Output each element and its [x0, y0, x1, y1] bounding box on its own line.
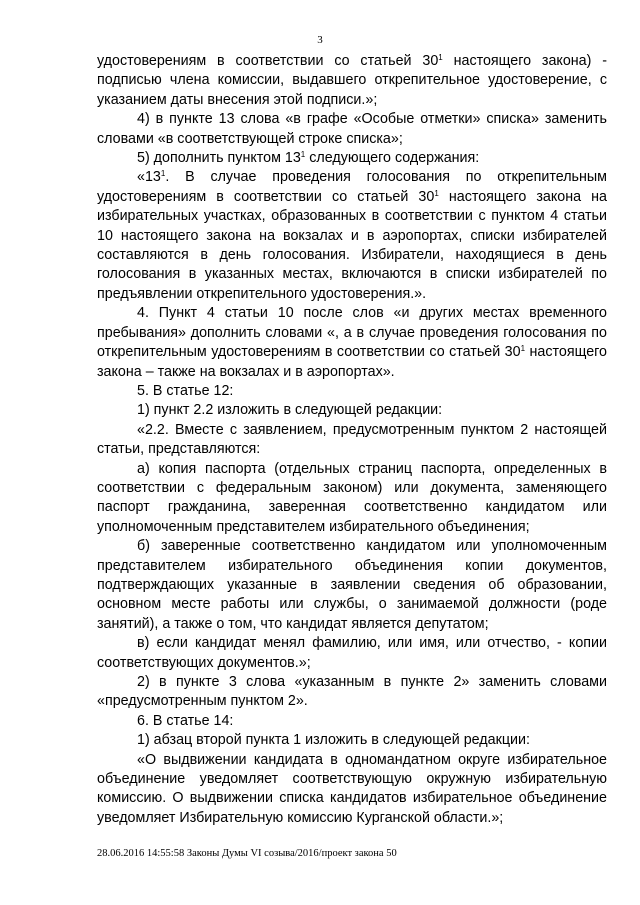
paragraph-p01	[97, 52, 607, 110]
paragraph-text: 1) пункт 2.2 изложить в следующей редакции:	[137, 402, 443, 419]
superscript: 1	[438, 53, 443, 62]
paragraph-text: следующего содержания:	[305, 150, 480, 167]
paragraph-p02	[97, 110, 607, 149]
document-footer: 28.06.2016 14:55:58 Законы Думы VI созыва/2016/проект закона 50	[97, 848, 397, 859]
paragraph-p12	[97, 673, 607, 712]
superscript: 1	[434, 188, 439, 198]
paragraph-text: «2.2. Вместе с заявлением, предусмотренным пунктом 2 настоящей статьи, представляются:	[97, 421, 607, 458]
paragraph-text: 5) дополнить пунктом 13	[137, 150, 301, 167]
superscript: 1	[300, 150, 306, 160]
paragraph-p14	[97, 731, 607, 750]
paragraph-p08	[97, 421, 607, 460]
paragraph-text: 1) абзац второй пункта 1 изложить в следующей редакции:	[137, 732, 530, 749]
paragraph-p09	[97, 460, 607, 538]
paragraph-p03	[97, 149, 607, 168]
paragraph-p06	[97, 382, 607, 401]
paragraph-text: б) заверенные соответственно кандидатом или уполномоченным представителем избирательного объединения копии документов, подтверждающих указанные в заявлении сведения об образовании, основном месте работы или службы, о занимаемой должности (роде занятий), а также о том, что кандидат является депутатом;	[97, 538, 607, 632]
paragraph-p15	[97, 751, 607, 829]
paragraph-p10	[97, 537, 607, 634]
paragraph-text: «О выдвижении кандидата в одномандатном округе избирательное объединение уведомляет соответствующую окружную избирательную комиссию. О выдвижении списка кандидатов избирательное объединение уведомляет Избирательную комиссию Курганской области.»;	[97, 751, 607, 826]
paragraph-p05	[97, 304, 607, 382]
superscript: 1	[160, 169, 166, 179]
paragraph-text: 4. Пункт 4 статьи 10 после слов «и других местах временного пребывания» дополнить словами «, а в случае проведения голосования по открепительным удостоверениям в соответствии со статьей 30	[97, 305, 607, 361]
paragraph-text: настоящего закона на избирательных участках, образованных в соответствии с пунктом 4 статьи 10 настоящего закона на вокзалах и в аэропортах, списки избирателей составляются в день голосования. Избиратели, находящиеся в день голосования в указанных местах, включаются в списки избирателей по предъявлении открепительного удостоверения.».	[97, 188, 608, 302]
paragraph-text: настоящего закона) - подписью члена комиссии, выдавшего открепительное удостоверение, с указанием даты внесения этой подписи.»;	[97, 53, 608, 108]
paragraph-text: 5. В статье 12:	[137, 382, 234, 399]
paragraph-text: . В случае проведения голосования по открепительным удостоверениям в соответствии со статьей 30	[97, 169, 607, 205]
paragraph-text: 4) в пункте 13 слова «в графе «Особые отметки» списка» заменить словами «в соответствующей строке списка»;	[97, 111, 607, 147]
document-body	[97, 52, 607, 828]
paragraph-text: в) если кандидат менял фамилию, или имя, или отчество, - копии соответствующих документов.»;	[97, 635, 607, 671]
paragraph-text: 2) в пункте 3 слова «указанным в пункте 2» заменить словами «предусмотренным пунктом 2».	[97, 674, 607, 710]
paragraph-text: удостоверениям в соответствии со статьей 30	[97, 53, 439, 69]
paragraph-text: настоящего закона – также на вокзалах и в аэропортах».	[97, 344, 607, 380]
paragraph-text: а) копия паспорта (отдельных страниц паспорта, определенных в соответствии с федеральным законом) или документа, заменяющего паспорт гражданина, заверенная соответственно кандидатом или уполномоченным представителем избирательного объединения;	[97, 460, 607, 535]
paragraph-text: 6. В статье 14:	[137, 712, 234, 729]
paragraph-p04	[97, 168, 607, 304]
superscript: 1	[520, 344, 526, 354]
paragraph-p07	[97, 401, 607, 420]
paragraph-p13	[97, 712, 607, 731]
paragraph-text: «13	[137, 169, 161, 186]
paragraph-p11	[97, 634, 607, 673]
page-number: 3	[317, 34, 323, 46]
